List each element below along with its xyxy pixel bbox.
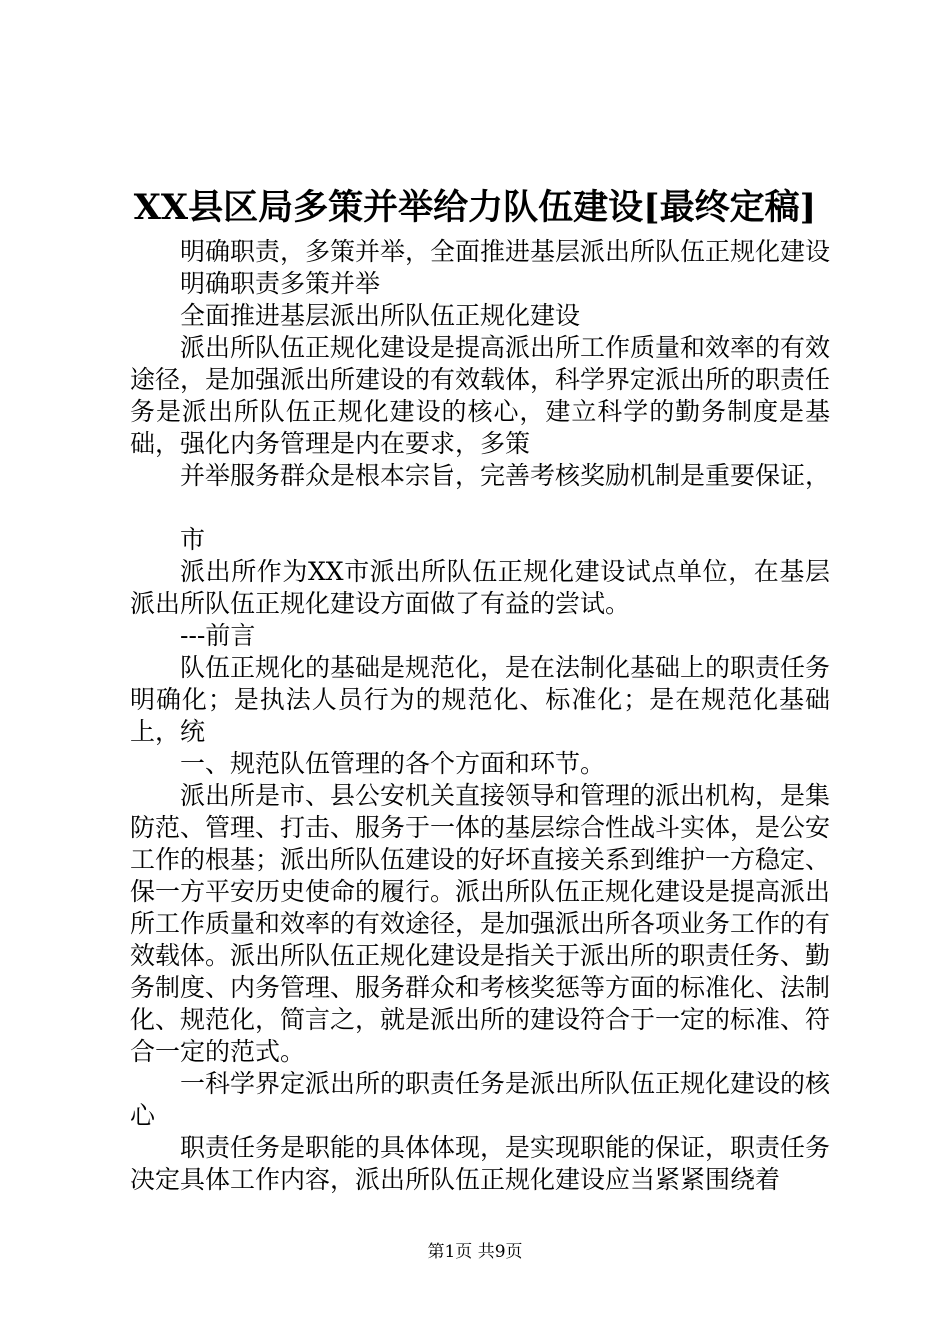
paragraph: 派出所队伍正规化建设是提高派出所工作质量和效率的有效途径，是加强派出所建设的有效载体，科学界定派出所的职责任务是派出所队伍正规化建设的核心，建立科学的勤务制度是基础，强化内务管理是内在要求，多策: [130, 333, 831, 458]
document-title: XX县区局多策并举给力队伍建设[最终定稿]: [133, 187, 817, 228]
paragraph: 一科学界定派出所的职责任务是派出所队伍正规化建设的核心: [130, 1069, 831, 1130]
paragraph: 派出所作为XX市派出所队伍正规化建设试点单位，在基层派出所队伍正规化建设方面做了有益的尝试。: [130, 557, 830, 618]
paragraph: 职责任务是职能的具体体现，是实现职能的保证，职责任务决定具体工作内容，派出所队伍正规化建设应当紧紧围绕着: [130, 1133, 831, 1194]
paragraph: 派出所是市、县公安机关直接领导和管理的派出机构，是集防范、管理、打击、服务于一体的基层综合性战斗实体，是公安工作的根基；派出所队伍建设的好坏直接关系到维护一方稳定、保一方平安历史使命的履行。派出所队伍正规化建设是提高派出所工作质量和效率的有效途径，是加强派出所各项业务工作的有效载体。派出所队伍正规化建设是指关于派出所的职责任务、勤务制度、内务管理、服务群众和考核奖惩等方面的标准化、法制化、规范化，简言之，就是派出所的建设符合于一定的标准、符合一定的范式。: [130, 781, 831, 1066]
paragraph: 并举服务群众是根本宗旨，完善考核奖励机制是重要保证，: [180, 461, 831, 490]
paragraph: 队伍正规化的基础是规范化，是在法制化基础上的职责任务明确化；是执法人员行为的规范化、标准化；是在规范化基础上，统: [130, 653, 831, 746]
document-body: [130, 236, 830, 1196]
paragraph: ---前言: [180, 621, 256, 650]
paragraph: 市: [180, 525, 206, 554]
paragraph: 全面推进基层派出所队伍正规化建设: [180, 301, 581, 330]
paragraph: 明确职责多策并举: [180, 269, 381, 298]
paragraph: 一、规范队伍管理的各个方面和环节。: [180, 749, 606, 778]
paragraph: 明确职责，多策并举，全面推进基层派出所队伍正规化建设: [180, 237, 831, 266]
page-footer: 第1页 共9页: [427, 1242, 523, 1262]
